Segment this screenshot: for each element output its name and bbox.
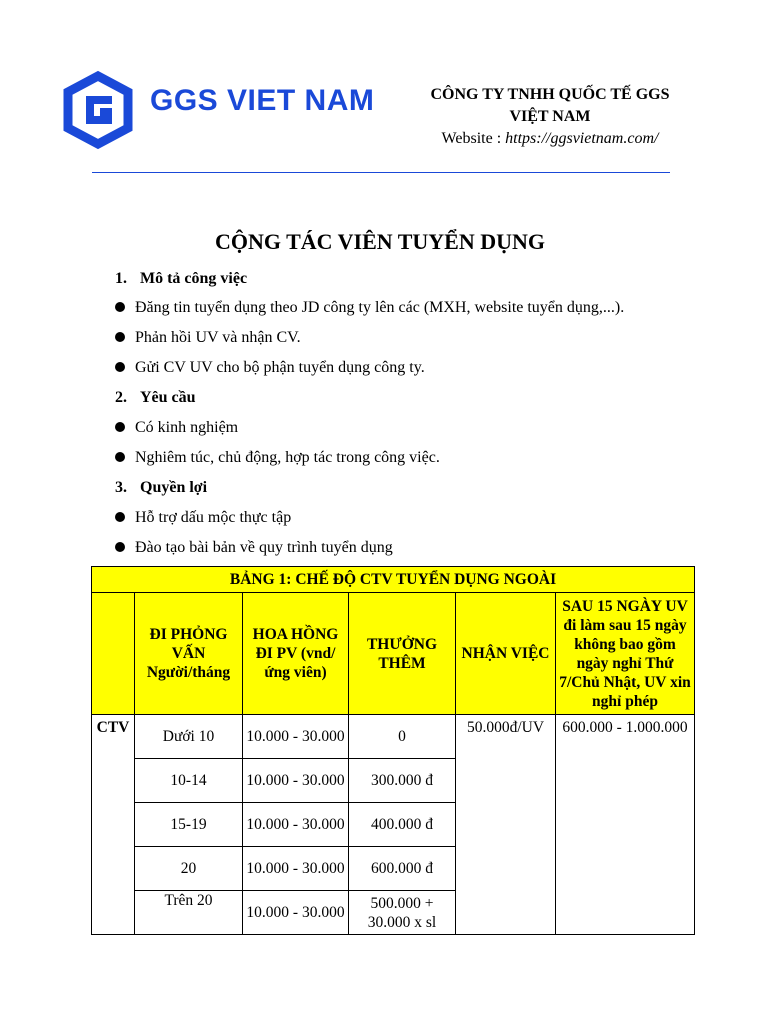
- commission-cell: 10.000 - 30.000: [243, 803, 349, 847]
- bonus-cell: 0: [349, 715, 456, 759]
- website-label: Website :: [441, 130, 506, 147]
- company-name-line2: VIỆT NAM: [509, 108, 591, 125]
- range-cell: Dưới 10: [135, 715, 243, 759]
- section-number: 1.: [115, 270, 127, 287]
- bullet-text: Hỗ trợ dấu mộc thực tập: [135, 509, 292, 526]
- bullet-dot-icon: [115, 512, 125, 522]
- bullet-item: [115, 329, 301, 347]
- section-label: Quyền lợi: [140, 479, 208, 496]
- commission-cell: 10.000 - 30.000: [243, 891, 349, 935]
- website-link[interactable]: https://ggsvietnam.com/: [505, 130, 659, 147]
- bonus-cell: 500.000 + 30.000 x sl: [349, 891, 456, 935]
- commission-cell: 10.000 - 30.000: [243, 759, 349, 803]
- section-number: 3.: [115, 479, 127, 496]
- commission-table: [91, 566, 695, 935]
- bonus-cell: 300.000 đ: [349, 759, 456, 803]
- header-divider: [92, 172, 670, 173]
- bullet-text: Có kinh nghiệm: [135, 419, 239, 436]
- row-label-ctv: CTV: [92, 715, 135, 935]
- bullet-item: [115, 419, 238, 437]
- commission-cell: 10.000 - 30.000: [243, 715, 349, 759]
- header-hired: NHẬN VIỆC: [456, 593, 556, 715]
- section-heading-1: [115, 270, 247, 288]
- range-cell: 10-14: [135, 759, 243, 803]
- section-number: 2.: [115, 389, 127, 406]
- table-row: [92, 715, 695, 759]
- bullet-item: [115, 359, 425, 377]
- header-empty-cell: [92, 593, 135, 715]
- bullet-dot-icon: [115, 362, 125, 372]
- range-cell: 20: [135, 847, 243, 891]
- table-caption: BẢNG 1: CHẾ ĐỘ CTV TUYỂN DỤNG NGOÀI: [92, 567, 695, 593]
- section-label: Mô tả công việc: [140, 270, 248, 287]
- bullet-dot-icon: [115, 452, 125, 462]
- bullet-text: Đào tạo bài bản về quy trình tuyển dụng: [135, 539, 393, 556]
- bonus-cell: 600.000 đ: [349, 847, 456, 891]
- logo-text: GGS VIET NAM: [150, 84, 375, 117]
- hired-cell: 50.000đ/UV: [456, 715, 556, 935]
- ggs-hexagon-logo-icon: [58, 70, 138, 150]
- bullet-item: [115, 449, 440, 467]
- bullet-text: Nghiêm túc, chủ động, hợp tác trong công việc.: [135, 449, 440, 466]
- company-info: [400, 84, 700, 150]
- bullet-text: Đăng tin tuyển dụng theo JD công ty lên các (MXH, website tuyển dụng,...).: [135, 299, 625, 316]
- page-title: CỘNG TÁC VIÊN TUYỂN DỤNG: [214, 229, 546, 254]
- bullet-dot-icon: [115, 302, 125, 312]
- header-after-15-days: SAU 15 NGÀY UV đi làm sau 15 ngày không bao gồm ngày nghỉ Thứ 7/Chủ Nhật, UV xin nghỉ phép: [556, 593, 695, 715]
- bullet-dot-icon: [115, 332, 125, 342]
- bullet-dot-icon: [115, 542, 125, 552]
- bonus-cell: 400.000 đ: [349, 803, 456, 847]
- section-heading-2: [115, 389, 196, 407]
- section-label: Yêu cầu: [140, 389, 196, 406]
- bullet-text: Phản hồi UV và nhận CV.: [135, 329, 301, 346]
- header-interviews: ĐI PHỎNG VẤN Người/tháng: [135, 593, 243, 715]
- range-cell: Trên 20: [135, 891, 243, 935]
- after-15-days-cell: 600.000 - 1.000.000: [556, 715, 695, 935]
- commission-cell: 10.000 - 30.000: [243, 847, 349, 891]
- header-commission: HOA HỒNG ĐI PV (vnd/ứng viên): [243, 593, 349, 715]
- section-heading-3: [115, 479, 207, 497]
- company-name-line1: CÔNG TY TNHH QUỐC TẾ GGS: [430, 86, 670, 103]
- bullet-item: [115, 509, 291, 527]
- header-bonus: THƯỞNG THÊM: [349, 593, 456, 715]
- bullet-item: [115, 539, 393, 557]
- bullet-dot-icon: [115, 422, 125, 432]
- range-cell: 15-19: [135, 803, 243, 847]
- bullet-text: Gửi CV UV cho bộ phận tuyển dụng công ty.: [135, 359, 425, 376]
- website-line: [400, 128, 700, 150]
- company-logo: [58, 70, 388, 150]
- bullet-item: [115, 299, 624, 317]
